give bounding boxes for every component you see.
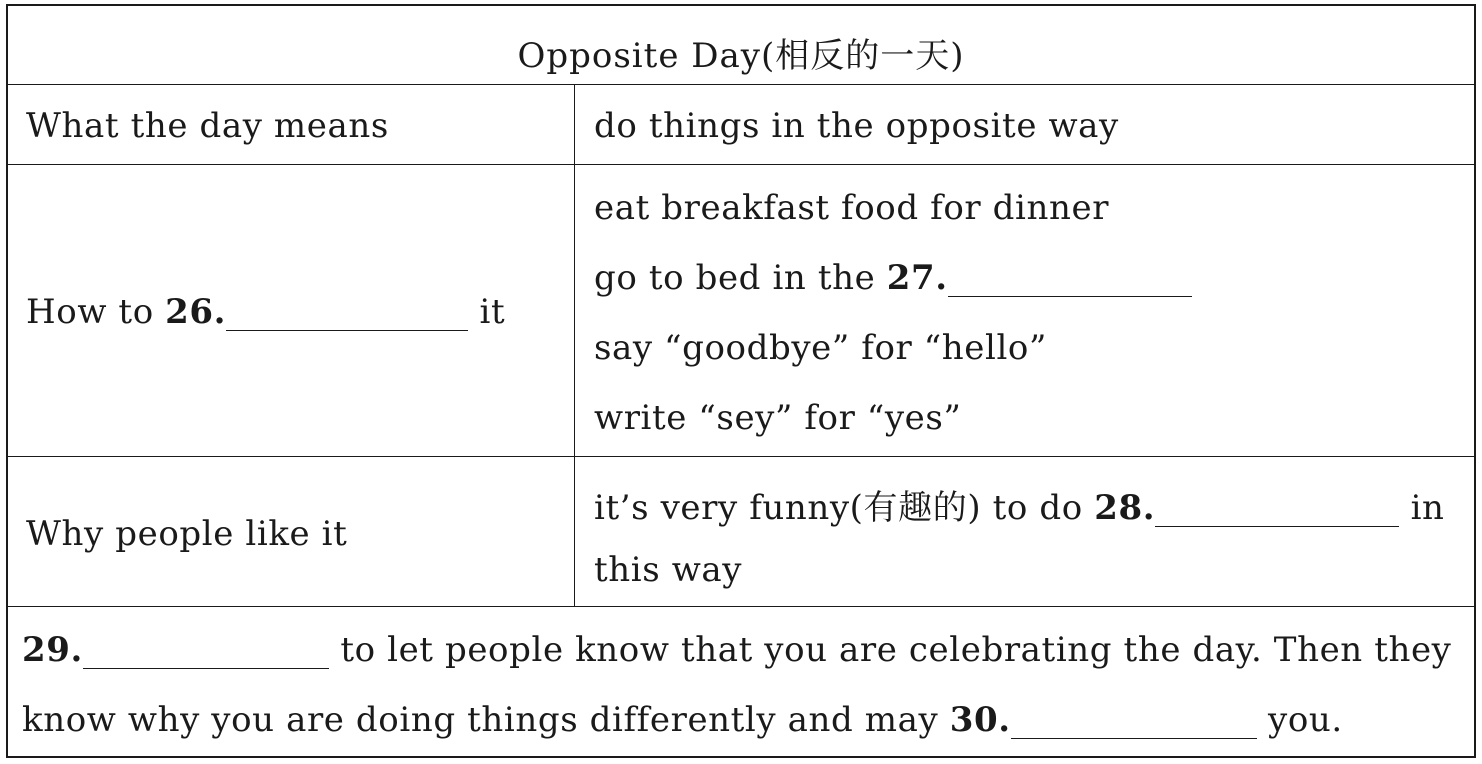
- column-divider: [574, 84, 575, 606]
- list-item: [594, 258, 1192, 298]
- answer-blank-29[interactable]: [83, 634, 329, 669]
- question-number-26: 26.: [165, 292, 227, 332]
- footer-line-2: [22, 700, 1343, 740]
- divider: [8, 606, 1474, 607]
- answer-blank-26[interactable]: [226, 296, 468, 331]
- divider: [8, 84, 1474, 85]
- footer-text: to let people know that you are celebrating the day. Then they: [328, 630, 1452, 670]
- divider: [8, 456, 1474, 457]
- why-text: in: [1399, 488, 1445, 528]
- answer-blank-30[interactable]: [1011, 704, 1257, 739]
- row-label-why: Why people like it: [26, 514, 348, 554]
- table-title: Opposite Day(相反的一天): [517, 36, 965, 76]
- why-text: it’s very funny(有趣的) to do: [594, 488, 1095, 528]
- footer-line-1: [22, 630, 1451, 670]
- question-number-29: 29.: [22, 630, 83, 670]
- list-item: write “sey” for “yes”: [594, 398, 962, 438]
- label-text: How to: [26, 292, 166, 332]
- why-line-1: [594, 480, 1445, 529]
- divider: [8, 164, 1474, 165]
- list-item: eat breakfast food for dinner: [594, 188, 1110, 228]
- row-label-how: [26, 292, 505, 332]
- question-number-28: 28.: [1094, 488, 1156, 528]
- item-text: go to bed in the: [594, 258, 887, 298]
- answer-blank-27[interactable]: [948, 262, 1192, 297]
- label-text: it: [468, 292, 506, 332]
- question-number-30: 30.: [949, 700, 1011, 740]
- row-label-meaning: What the day means: [26, 106, 389, 146]
- answer-blank-28[interactable]: [1155, 492, 1399, 527]
- why-line-2: this way: [594, 550, 743, 590]
- worksheet-table: [6, 4, 1476, 758]
- list-item: say “goodbye” for “hello”: [594, 328, 1047, 368]
- footer-text: know why you are doing things differently and may: [22, 700, 950, 740]
- row-value-meaning: do things in the opposite way: [594, 106, 1119, 146]
- question-number-27: 27.: [886, 258, 948, 298]
- footer-text: you.: [1256, 700, 1343, 740]
